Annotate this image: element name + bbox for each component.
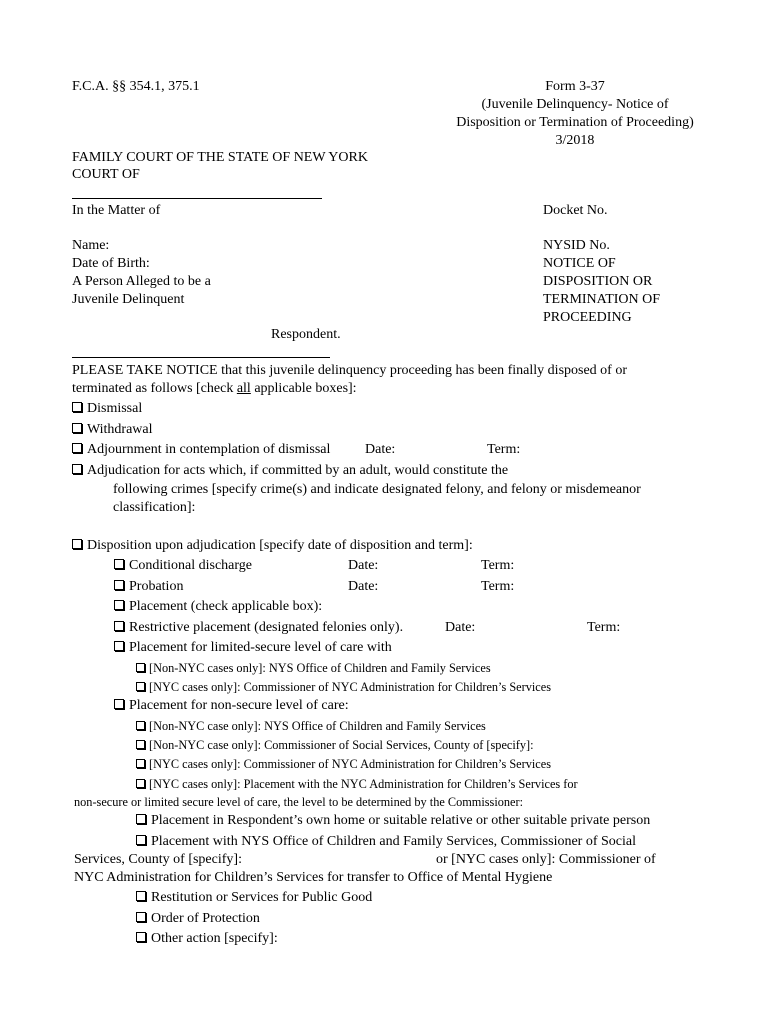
adjudication-checkbox[interactable] bbox=[72, 464, 82, 474]
notice-title-line1: NOTICE OF bbox=[543, 256, 616, 271]
withdrawal-checkbox[interactable] bbox=[72, 423, 82, 433]
limited-secure-option[interactable]: Placement for limited-secure level of care with bbox=[114, 639, 392, 657]
name-label: Name: bbox=[72, 238, 110, 253]
acd-checkbox[interactable] bbox=[72, 443, 82, 453]
restrictive-placement-option[interactable]: Restrictive placement (designated felonies only). bbox=[114, 619, 403, 637]
form-description-line1: (Juvenile Delinquency- Notice of bbox=[481, 97, 669, 112]
non-secure-non-nyc-ocfs-checkbox[interactable] bbox=[136, 721, 145, 730]
caption-divider bbox=[72, 357, 330, 358]
order-of-protection-option[interactable]: Order of Protection bbox=[136, 910, 260, 928]
alleged-line1: A Person Alleged to be a bbox=[72, 274, 211, 289]
own-home-option[interactable]: Placement in Respondent’s own home or suitable relative or other suitable private person bbox=[136, 812, 650, 830]
dismissal-option[interactable]: Dismissal bbox=[72, 400, 142, 418]
limited-secure-nyc-checkbox[interactable] bbox=[136, 682, 145, 691]
probation-term-label: Term: bbox=[481, 579, 515, 594]
ocfs-placement-option[interactable]: Placement with NYS Office of Children and Family Services, Commissioner of Social bbox=[136, 833, 636, 851]
nysid-label: NYSID No. bbox=[543, 238, 610, 253]
alleged-line2: Juvenile Delinquent bbox=[72, 292, 185, 307]
probation-checkbox[interactable] bbox=[114, 580, 124, 590]
non-secure-non-nyc-dss-checkbox[interactable] bbox=[136, 740, 145, 749]
form-date: 3/2018 bbox=[555, 133, 595, 148]
placement-option[interactable]: Placement (check applicable box): bbox=[114, 598, 322, 616]
notice-line1: PLEASE TAKE NOTICE that this juvenile delinquency proceeding has been finally disposed of or bbox=[72, 363, 628, 378]
placement-checkbox[interactable] bbox=[114, 600, 124, 610]
conditional-discharge-checkbox[interactable] bbox=[114, 559, 124, 569]
non-secure-nyc-option[interactable]: [NYC cases only]: Commissioner of NYC Administration for Children’s Services bbox=[136, 755, 551, 773]
withdrawal-option[interactable]: Withdrawal bbox=[72, 421, 153, 439]
court-blank-line[interactable] bbox=[72, 198, 322, 199]
statute-reference: F.C.A. §§ 354.1, 375.1 bbox=[72, 79, 200, 94]
ocfs-placement-checkbox[interactable] bbox=[136, 835, 146, 845]
ocfs-placement-line2a: Services, County of [specify]: bbox=[74, 852, 242, 867]
respondent-label: Respondent. bbox=[271, 327, 341, 342]
form-number: Form 3-37 bbox=[545, 79, 605, 94]
adjudication-line2: following crimes [specify crime(s) and indicate designated felony, and felony or misdemeanor bbox=[113, 482, 641, 497]
conditional-term-label: Term: bbox=[481, 558, 515, 573]
non-secure-nyc-placement-checkbox[interactable] bbox=[136, 779, 145, 788]
adjudication-line3: classification]: bbox=[113, 500, 196, 515]
date-of-birth-label: Date of Birth: bbox=[72, 256, 150, 271]
order-of-protection-checkbox[interactable] bbox=[136, 912, 146, 922]
ocfs-placement-line2b: or [NYC cases only]: Commissioner of bbox=[436, 852, 656, 867]
disposition-checkbox[interactable] bbox=[72, 539, 82, 549]
restitution-checkbox[interactable] bbox=[136, 891, 146, 901]
ocfs-placement-line3: NYC Administration for Children’s Services for transfer to Office of Mental Hygiene bbox=[74, 870, 553, 885]
in-the-matter-of: In the Matter of bbox=[72, 203, 161, 218]
acd-option[interactable]: Adjournment in contemplation of dismissal bbox=[72, 441, 330, 459]
court-of: COURT OF bbox=[72, 167, 140, 182]
docket-number-label: Docket No. bbox=[543, 203, 608, 218]
adjudication-option[interactable]: Adjudication for acts which, if committed by an adult, would constitute the bbox=[72, 462, 508, 480]
other-action-option[interactable]: Other action [specify]: bbox=[136, 930, 278, 948]
limited-secure-nyc-option[interactable]: [NYC cases only]: Commissioner of NYC Administration for Children’s Services bbox=[136, 678, 551, 696]
restrictive-date-label: Date: bbox=[445, 620, 476, 635]
own-home-checkbox[interactable] bbox=[136, 814, 146, 824]
other-action-checkbox[interactable] bbox=[136, 932, 146, 942]
restrictive-term-label: Term: bbox=[587, 620, 621, 635]
disposition-option[interactable]: Disposition upon adjudication [specify date of disposition and term]: bbox=[72, 537, 473, 555]
non-secure-non-nyc-dss-option[interactable]: [Non-NYC case only]: Commissioner of Social Services, County of [specify]: bbox=[136, 736, 534, 754]
acd-date-label: Date: bbox=[365, 442, 396, 457]
notice-title-line2: DISPOSITION OR bbox=[543, 274, 653, 289]
court-name: FAMILY COURT OF THE STATE OF NEW YORK bbox=[72, 150, 368, 165]
form-description-line2: Disposition or Termination of Proceeding) bbox=[456, 115, 694, 130]
notice-line2: terminated as follows [check all applicable boxes]: bbox=[72, 381, 357, 396]
non-secure-nyc-checkbox[interactable] bbox=[136, 759, 145, 768]
non-secure-checkbox[interactable] bbox=[114, 699, 124, 709]
notice-title-line3: TERMINATION OF bbox=[543, 292, 661, 307]
acd-term-label: Term: bbox=[487, 442, 521, 457]
restrictive-placement-checkbox[interactable] bbox=[114, 621, 124, 631]
probation-date-label: Date: bbox=[348, 579, 379, 594]
non-secure-non-nyc-ocfs-option[interactable]: [Non-NYC case only]: NYS Office of Children and Family Services bbox=[136, 717, 486, 735]
dismissal-checkbox[interactable] bbox=[72, 402, 82, 412]
probation-option[interactable]: Probation bbox=[114, 578, 183, 596]
limited-secure-non-nyc-option[interactable]: [Non-NYC cases only]: NYS Office of Children and Family Services bbox=[136, 659, 491, 677]
limited-secure-non-nyc-checkbox[interactable] bbox=[136, 663, 145, 672]
non-secure-option[interactable]: Placement for non-secure level of care: bbox=[114, 697, 349, 715]
restitution-option[interactable]: Restitution or Services for Public Good bbox=[136, 889, 372, 907]
limited-secure-checkbox[interactable] bbox=[114, 641, 124, 651]
conditional-date-label: Date: bbox=[348, 558, 379, 573]
non-secure-nyc-placement-option[interactable]: [NYC cases only]: Placement with the NYC Administration for Children’s Services for bbox=[136, 775, 578, 793]
non-secure-nyc-placement-line2: non-secure or limited secure level of care, the level to be determined by the Commissioner: bbox=[74, 795, 524, 809]
notice-title-line4: PROCEEDING bbox=[543, 310, 632, 325]
conditional-discharge-option[interactable]: Conditional discharge bbox=[114, 557, 252, 575]
